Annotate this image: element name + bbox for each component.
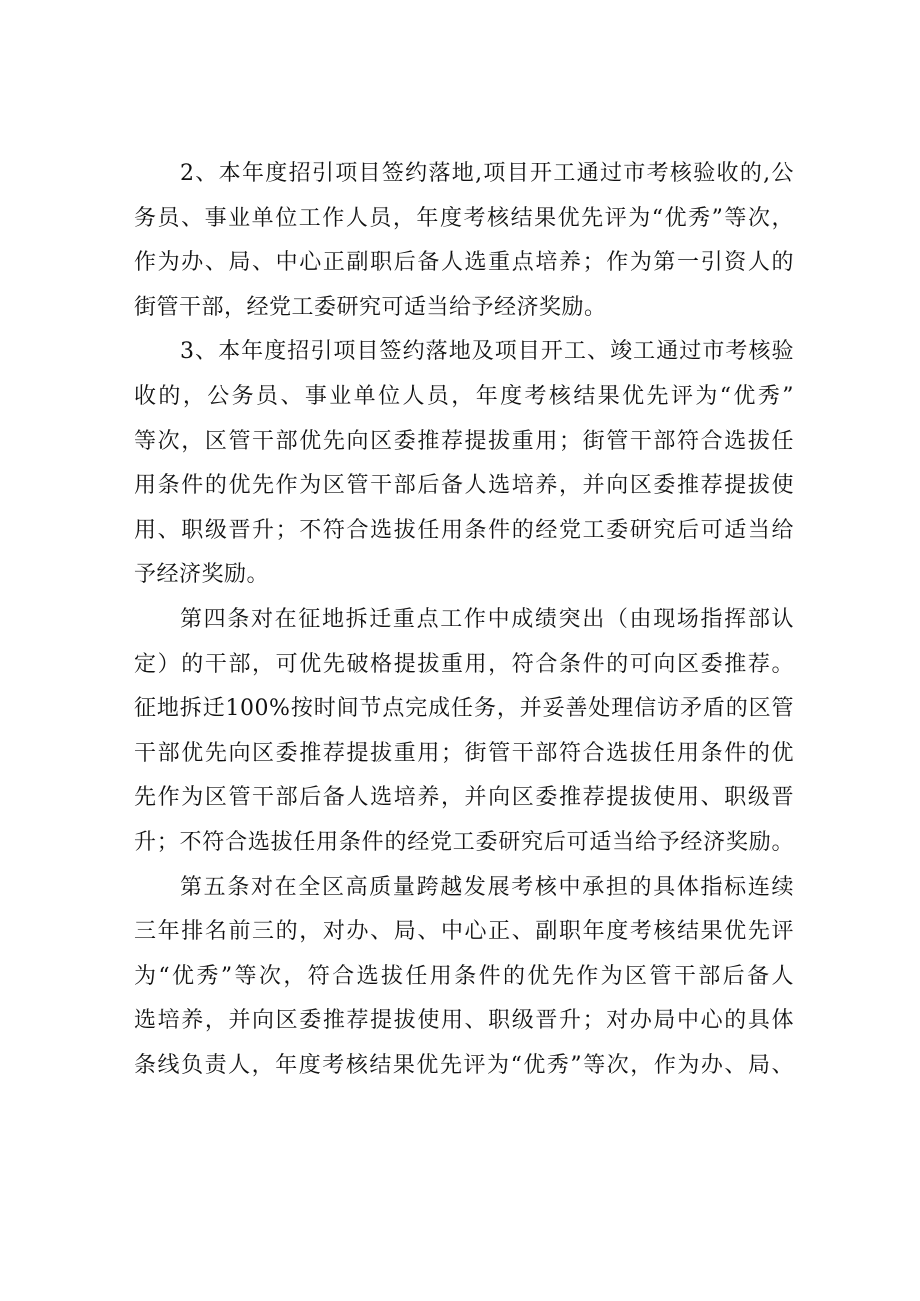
paragraph-item-2 — [134, 152, 794, 330]
text-line: 三年排名前三的，对办、局、中心正、副职年度考核结果优先评 — [134, 919, 794, 945]
text-line: 用条件的优先作为区管干部后备人选培养，并向区委推荐提拔使 — [134, 473, 794, 499]
text-line: 用、职级晋升；不符合选拔任用条件的经党工委研究后可适当给 — [134, 517, 794, 543]
text-line: 等次，区管干部优先向区委推荐提拔重用；街管干部符合选拔任 — [134, 428, 794, 454]
text-line: 作为办、局、中心正副职后备人选重点培养；作为第一引资人的 — [134, 250, 794, 276]
text-line: 征地拆迁100%按时间节点完成任务，并妥善处理信访矛盾的区管 — [134, 696, 794, 722]
text-line: 2、本年度招引项目签约落地,项目开工通过市考核验收的,公 — [180, 161, 794, 186]
text-line: 干部优先向区委推荐提拔重用；街管干部符合选拔任用条件的优 — [134, 740, 794, 766]
text-line: 予经济奖励。 — [134, 562, 270, 588]
text-line: 收的，公务员、事业单位人员，年度考核结果优先评为“优秀” — [134, 383, 794, 409]
text-line: 第四条对在征地拆迁重点工作中成绩突出（由现场指挥部认 — [180, 606, 794, 632]
text-line: 第五条对在全区高质量跨越发展考核中承担的具体指标连续 — [180, 874, 794, 900]
paragraph-article-5 — [134, 866, 794, 1089]
text-line: 升；不符合选拔任用条件的经党工委研究后可适当给予经济奖励。 — [134, 829, 794, 855]
body-text — [134, 152, 794, 1088]
text-line: 3、本年度招引项目签约落地及项目开工、竣工通过市考核验 — [180, 339, 794, 365]
text-line: 先作为区管干部后备人选培养，并向区委推荐提拔使用、职级晋 — [134, 785, 794, 811]
paragraph-article-4 — [134, 598, 794, 866]
text-line: 为“优秀”等次，符合选拔任用条件的优先作为区管干部后备人 — [134, 963, 794, 989]
text-line: 定）的干部，可优先破格提拔重用，符合条件的可向区委推荐。 — [134, 651, 794, 677]
text-line: 条线负责人，年度考核结果优先评为“优秀”等次，作为办、局、 — [134, 1052, 794, 1078]
text-line: 选培养，并向区委推荐提拔使用、职级晋升；对办局中心的具体 — [134, 1008, 794, 1034]
text-line: 街管干部，经党工委研究可适当给予经济奖励。 — [134, 294, 607, 320]
text-line: 务员、事业单位工作人员，年度考核结果优先评为“优秀”等次， — [134, 205, 794, 231]
paragraph-item-3 — [134, 330, 794, 598]
